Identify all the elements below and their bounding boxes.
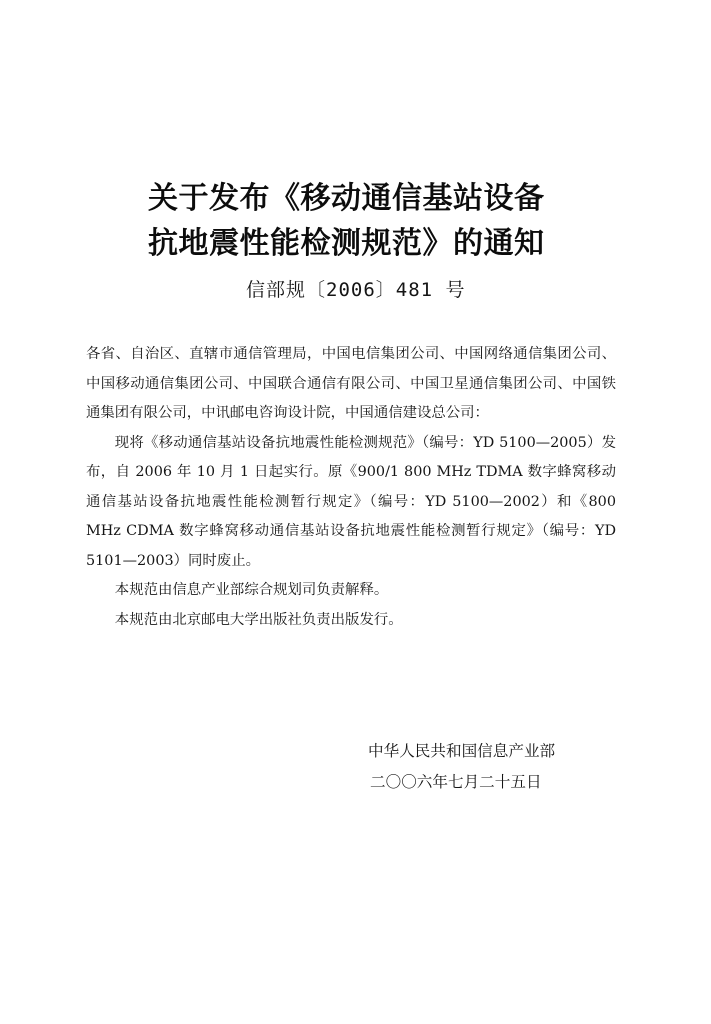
document-body [86,340,616,635]
interpretation-paragraph: 本规范由信息产业部综合规划司负责解释。 [114,582,389,598]
signature-block [368,736,555,798]
issue-date: 二〇〇六年七月二十五日 [370,773,542,791]
document-number: 信部规〔2006〕481 号 [246,279,466,301]
title-line-1: 关于发布《移动通信基站设备 [148,181,545,217]
document-title [148,176,598,266]
title-line-2: 抗地震性能检测规范》的通知 [148,226,545,262]
publication-paragraph: 本规范由北京邮电大学出版社负责出版发行。 [114,611,403,628]
release-paragraph: 现将《移动通信基站设备抗地震性能检测规范》（编号：YD 5100—2005）发布，自 2006 年 10 月 1 日起实行。原《900/1 800 MHz TDMA 数字蜂窝移动通信基站设备抗地震性能检测暂行规定》（编号：YD 5100—2002）和《800 MHz CDMA 数字蜂窝移动通信基站设备抗地震性能检测暂行规定》（编号：YD 5101—2003）同时废止。 [86,434,616,569]
addressees-paragraph: 各省、自治区、直辖市通信管理局，中国电信集团公司、中国网络通信集团公司、中国移动通信集团公司、中国联合通信有限公司、中国卫星通信集团公司、中国铁通集团有限公司，中讯邮电咨询设计院，中国通信建设总公司： [86,346,616,421]
issuing-authority: 中华人民共和国信息产业部 [368,742,556,760]
